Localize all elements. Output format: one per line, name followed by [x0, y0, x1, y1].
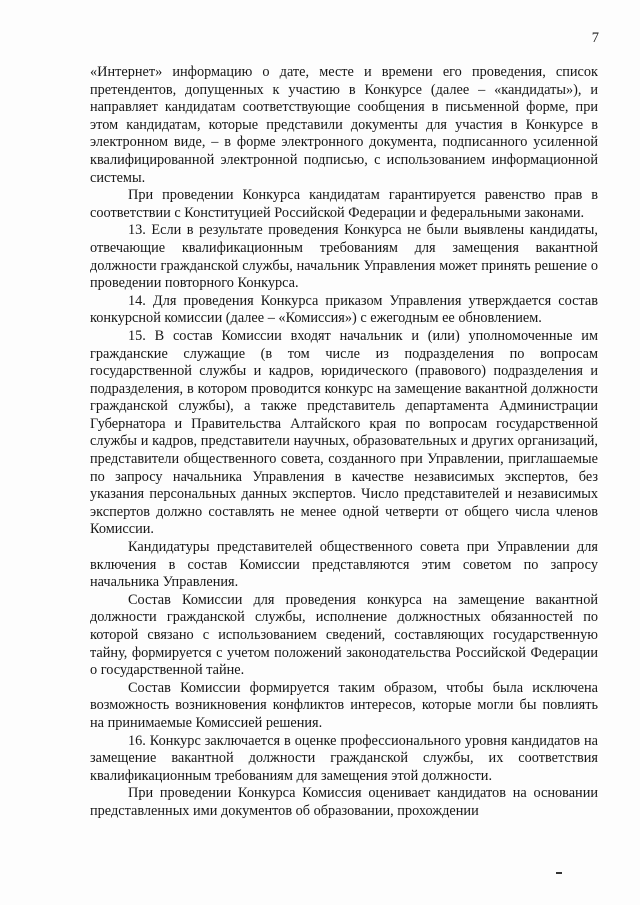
- page-number: 7: [591, 30, 599, 46]
- paragraph-internet-info: «Интернет» информацию о дате, месте и времени его проведения, список претендентов, допущенных к участию в Конкурсе (далее – «кандидаты»), и направляет кандидатам соответствующие сообщения в письменной форме, при этом кандидатам, которые представили документы для участия в Конкурсе в электронном виде, – в форме электронного документа, подписанного усиленной квалифицированной электронной подписью, с использованием информационной системы.: [90, 64, 598, 186]
- paragraph-state-secret: Состав Комиссии для проведения конкурса на замещение вакантной должности гражданской службы, исполнение должностных обязанностей по которой связано с использованием сведений, составляющих государственную тайну, формируется с учетом положений законодательства Российской Федерации о государственной тайне.: [90, 591, 598, 679]
- paragraph-conflict-of-interest: Состав Комиссии формируется таким образом, чтобы была исключена возможность возникновения конфликтов интересов, которые могли бы повлиять на принимаемые Комиссией решения.: [90, 679, 598, 731]
- paragraph-15: 15. В состав Комиссии входят начальник и (или) уполномоченные им гражданские служащие (в том числе из подразделения по вопросам государственной службы и кадров, юридического (правового) подразделения и подразделения, в котором проводится конкурс на замещение вакантной должности гражданской службы), а также представитель департамента Администрации Губернатора и Правительства Алтайского края по вопросам государственной службы и кадров, представители научных, образовательных и других организаций, представители общественного совета, созданного при Управлении, приглашаемые по запросу начальника Управления в качестве независимых экспертов, без указания персональных данных экспертов. Число представителей и независимых экспертов должно составлять не менее одной четверти от общего числа членов Комиссии.: [90, 327, 598, 538]
- paragraph-evaluation: При проведении Конкурса Комиссия оценивает кандидатов на основании представленных ими документов об образовании, прохождении: [90, 785, 598, 819]
- paragraph-equal-rights: При проведении Конкурса кандидатам гарантируется равенство прав в соответствии с Конституцией Российской Федерации и федеральными законами.: [90, 187, 598, 221]
- scan-mark: [556, 872, 562, 874]
- document-body: [90, 64, 598, 821]
- paragraph-16: 16. Конкурс заключается в оценке профессионального уровня кандидатов на замещение вакантной должности гражданской службы, их соответствия квалификационным требованиям для замещения этой должности.: [90, 732, 598, 784]
- paragraph-13: 13. Если в результате проведения Конкурса не были выявлены кандидаты, отвечающие квалификационным требованиям для замещения вакантной должности гражданской службы, начальник Управления может принять решение о проведении повторного Конкурса.: [90, 222, 598, 292]
- paragraph-public-council: Кандидатуры представителей общественного совета при Управлении для включения в состав Комиссии представляются этим советом по запросу начальника Управления.: [90, 539, 598, 591]
- paragraph-14: 14. Для проведения Конкурса приказом Управления утверждается состав конкурсной комиссии (далее – «Комиссия») с ежегодным ее обновлением.: [90, 292, 598, 327]
